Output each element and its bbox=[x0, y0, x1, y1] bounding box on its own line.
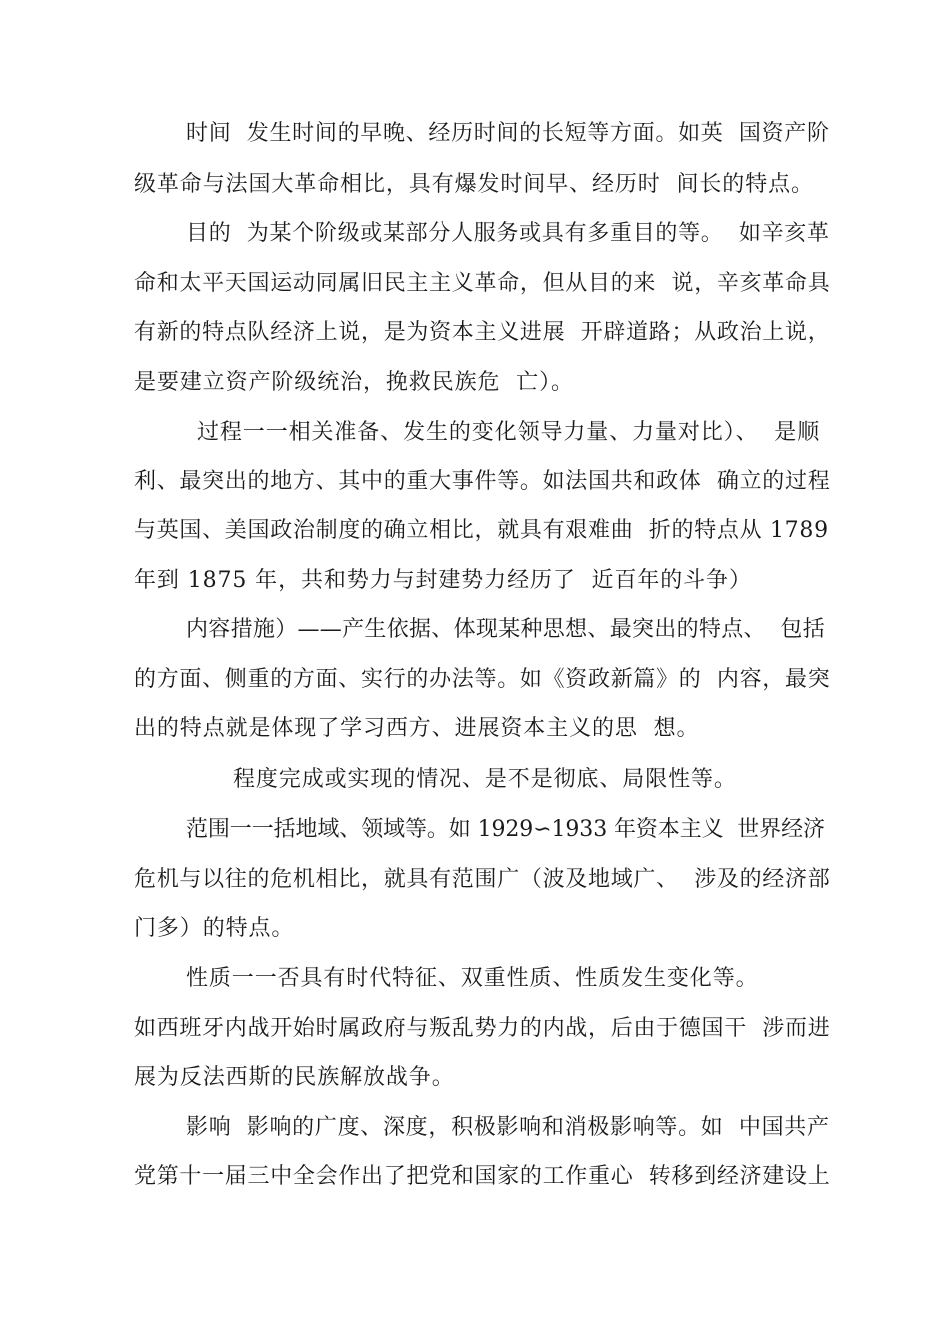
text-line-6: 是要建立资产阶级统治，挽救民族危 亡）。 bbox=[134, 370, 574, 395]
text-line-17: 门多）的特点。 bbox=[134, 916, 295, 941]
text-line-12: 的方面、侧重的方面、实行的办法等。如《资政新篇》的 内容，最突 bbox=[134, 667, 831, 692]
text-line-10: 年到 1875 年，共和势力与封建势力经历了 近百年的斗争） bbox=[134, 568, 752, 593]
text-line-15: 范围一一括地域、领域等。如 1929∽1933 年资本主义 世界经济 bbox=[186, 817, 825, 842]
text-line-21: 影响 影响的广度、深度，积极影响和消极影响等。如 中国共产 bbox=[186, 1115, 830, 1140]
text-line-18: 性质一一否具有时代特征、双重性质、性质发生变化等。 bbox=[186, 966, 759, 991]
text-line-8: 利、最突出的地方、其中的重大事件等。如法国共和政体 确立的过程 bbox=[134, 469, 831, 494]
text-line-14: 程度完成或实现的情况、是不是彻底、局限性等。 bbox=[233, 767, 737, 792]
text-line-19: 如西班牙内战开始时属政府与叛乱势力的内战，后由于德国干 涉而进 bbox=[134, 1016, 831, 1041]
text-line-1: 时间 发生时间的早晚、经历时间的长短等方面。如英 国资产阶 bbox=[186, 121, 830, 146]
text-line-5: 有新的特点队经济上说，是为资本主义进展 开辟道路；从政治上说， bbox=[134, 320, 831, 345]
text-line-20: 展为反法西斯的民族解放战争。 bbox=[134, 1065, 455, 1090]
text-line-4: 命和太平天国运动同属旧民主主义革命，但从目的来 说，辛亥革命具 bbox=[134, 271, 831, 296]
text-line-3: 目的 为某个阶级或某部分人服务或具有多重目的等。 如辛亥革 bbox=[186, 221, 830, 246]
text-line-22: 党第十一届三中全会作出了把党和国家的工作重心 转移到经济建设上 bbox=[134, 1164, 831, 1189]
text-line-11: 内容措施）——产生依据、体现某种思想、最突出的特点、 包括 bbox=[186, 617, 825, 642]
text-line-16: 危机与以往的危机相比，就具有范围广（波及地域广、 涉及的经济部 bbox=[134, 867, 831, 892]
text-line-9: 与英国、美国政治制度的确立相比，就具有艰难曲 折的特点从 1789 bbox=[134, 518, 829, 543]
text-line-13: 出的特点就是体现了学习西方、进展资本主义的思 想。 bbox=[134, 716, 700, 741]
text-line-7: 过程一一相关准备、发生的变化领导力量、力量对比）、 是顺 bbox=[197, 420, 821, 445]
text-line-2: 级革命与法国大革命相比，具有爆发时间早、经历时 间长的特点。 bbox=[134, 172, 814, 197]
